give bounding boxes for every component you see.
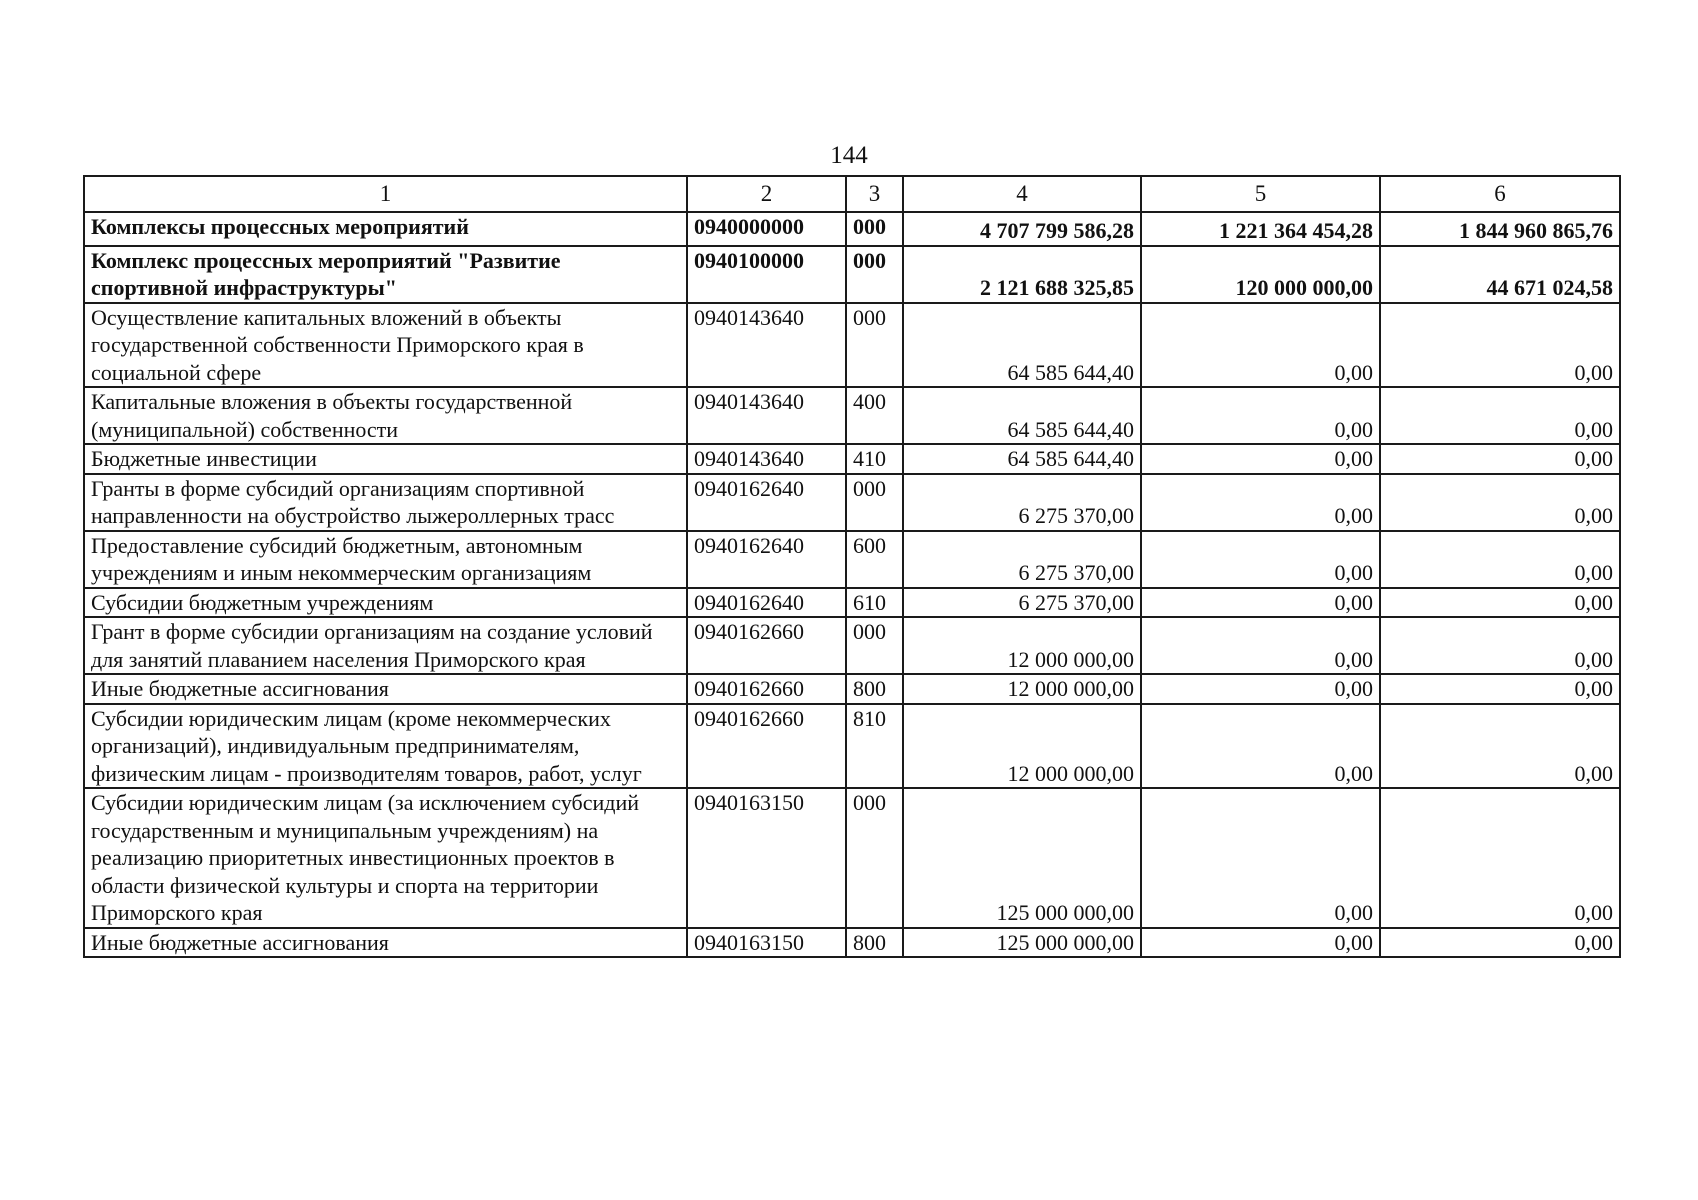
row-amount-col5-cell: 0,00 — [1141, 387, 1380, 444]
column-header-6: 6 — [1380, 176, 1620, 212]
row-amount-col6-cell: 0,00 — [1380, 617, 1620, 674]
row-amount-col5-cell: 0,00 — [1141, 303, 1380, 388]
row-code-cell: 0940162660 — [687, 704, 846, 789]
row-amount-col4-cell: 64 585 644,40 — [903, 444, 1141, 474]
row-amount-col5-cell: 120 000 000,00 — [1141, 246, 1380, 303]
row-expense-type-cell: 410 — [846, 444, 903, 474]
row-amount-col6-cell: 0,00 — [1380, 928, 1620, 958]
column-header-2: 2 — [687, 176, 846, 212]
table-row — [84, 444, 1620, 474]
row-code-cell: 0940163150 — [687, 788, 846, 928]
row-amount-col6-cell: 1 844 960 865,76 — [1380, 212, 1620, 246]
row-expense-type-cell: 000 — [846, 788, 903, 928]
row-name-cell: Субсидии юридическим лицам (за исключением субсидий государственным и муниципальным учреждениям) на реализацию приоритетных инвестиционных проектов в области физической культуры и спорта на территории Приморского края — [84, 788, 687, 928]
row-amount-col5-cell: 0,00 — [1141, 444, 1380, 474]
row-code-cell: 0940100000 — [687, 246, 846, 303]
row-amount-col4-cell: 6 275 370,00 — [903, 588, 1141, 618]
row-expense-type-cell: 000 — [846, 474, 903, 531]
row-code-cell: 0940162660 — [687, 617, 846, 674]
row-amount-col6-cell: 0,00 — [1380, 704, 1620, 789]
row-amount-col5-cell: 0,00 — [1141, 674, 1380, 704]
row-amount-col6-cell: 0,00 — [1380, 303, 1620, 388]
row-amount-col4-cell: 64 585 644,40 — [903, 387, 1141, 444]
row-amount-col6-cell: 0,00 — [1380, 531, 1620, 588]
row-expense-type-cell: 000 — [846, 303, 903, 388]
column-header-5: 5 — [1141, 176, 1380, 212]
column-header-1: 1 — [84, 176, 687, 212]
row-amount-col4-cell: 12 000 000,00 — [903, 674, 1141, 704]
row-name-cell: Грант в форме субсидии организациям на создание условий для занятий плаванием населения Приморского края — [84, 617, 687, 674]
row-amount-col6-cell: 44 671 024,58 — [1380, 246, 1620, 303]
row-expense-type-cell: 400 — [846, 387, 903, 444]
row-name-cell: Иные бюджетные ассигнования — [84, 928, 687, 958]
row-expense-type-cell: 000 — [846, 617, 903, 674]
row-amount-col4-cell: 12 000 000,00 — [903, 617, 1141, 674]
row-name-cell: Капитальные вложения в объекты государственной (муниципальной) собственности — [84, 387, 687, 444]
row-amount-col5-cell: 0,00 — [1141, 617, 1380, 674]
row-code-cell: 0940143640 — [687, 387, 846, 444]
row-amount-col6-cell: 0,00 — [1380, 444, 1620, 474]
row-expense-type-cell: 810 — [846, 704, 903, 789]
row-code-cell: 0940162660 — [687, 674, 846, 704]
table-row — [84, 303, 1620, 388]
row-amount-col4-cell: 6 275 370,00 — [903, 531, 1141, 588]
table-row — [84, 674, 1620, 704]
row-amount-col6-cell: 0,00 — [1380, 474, 1620, 531]
row-expense-type-cell: 000 — [846, 212, 903, 246]
row-code-cell: 0940162640 — [687, 588, 846, 618]
table-row — [84, 387, 1620, 444]
column-header-row — [84, 176, 1620, 212]
row-amount-col6-cell: 0,00 — [1380, 788, 1620, 928]
row-name-cell: Бюджетные инвестиции — [84, 444, 687, 474]
row-name-cell: Гранты в форме субсидий организациям спортивной направленности на обустройство лыжероллерных трасс — [84, 474, 687, 531]
page-number: 144 — [830, 142, 868, 169]
row-name-cell: Субсидии бюджетным учреждениям — [84, 588, 687, 618]
column-header-3: 3 — [846, 176, 903, 212]
row-code-cell: 0940143640 — [687, 444, 846, 474]
row-amount-col4-cell: 4 707 799 586,28 — [903, 212, 1141, 246]
row-amount-col4-cell: 64 585 644,40 — [903, 303, 1141, 388]
row-amount-col6-cell: 0,00 — [1380, 674, 1620, 704]
row-name-cell: Осуществление капитальных вложений в объекты государственной собственности Приморского края в социальной сфере — [84, 303, 687, 388]
row-name-cell: Предоставление субсидий бюджетным, автономным учреждениям и иным некоммерческим организациям — [84, 531, 687, 588]
row-code-cell: 0940000000 — [687, 212, 846, 246]
row-amount-col6-cell: 0,00 — [1380, 387, 1620, 444]
row-amount-col5-cell: 0,00 — [1141, 928, 1380, 958]
row-code-cell: 0940162640 — [687, 531, 846, 588]
row-amount-col6-cell: 0,00 — [1380, 588, 1620, 618]
row-amount-col5-cell: 0,00 — [1141, 531, 1380, 588]
row-amount-col4-cell: 2 121 688 325,85 — [903, 246, 1141, 303]
table-row — [84, 588, 1620, 618]
row-expense-type-cell: 000 — [846, 246, 903, 303]
column-header-4: 4 — [903, 176, 1141, 212]
row-name-cell: Иные бюджетные ассигнования — [84, 674, 687, 704]
row-expense-type-cell: 800 — [846, 928, 903, 958]
row-amount-col4-cell: 12 000 000,00 — [903, 704, 1141, 789]
table-row — [84, 788, 1620, 928]
row-amount-col4-cell: 6 275 370,00 — [903, 474, 1141, 531]
row-expense-type-cell: 800 — [846, 674, 903, 704]
table-row — [84, 617, 1620, 674]
row-amount-col5-cell: 0,00 — [1141, 474, 1380, 531]
table-row — [84, 531, 1620, 588]
table-row — [84, 928, 1620, 958]
row-name-cell: Комплекс процессных мероприятий "Развитие спортивной инфраструктуры" — [84, 246, 687, 303]
budget-table — [83, 175, 1621, 958]
row-expense-type-cell: 600 — [846, 531, 903, 588]
row-name-cell: Комплексы процессных мероприятий — [84, 212, 687, 246]
row-name-cell: Субсидии юридическим лицам (кроме некоммерческих организаций), индивидуальным предпринимателям, физическим лицам - производителям товаров, работ, услуг — [84, 704, 687, 789]
row-amount-col5-cell: 0,00 — [1141, 788, 1380, 928]
row-expense-type-cell: 610 — [846, 588, 903, 618]
table-row — [84, 212, 1620, 246]
row-amount-col4-cell: 125 000 000,00 — [903, 928, 1141, 958]
row-amount-col5-cell: 0,00 — [1141, 704, 1380, 789]
row-code-cell: 0940163150 — [687, 928, 846, 958]
row-code-cell: 0940162640 — [687, 474, 846, 531]
row-amount-col4-cell: 125 000 000,00 — [903, 788, 1141, 928]
row-amount-col5-cell: 1 221 364 454,28 — [1141, 212, 1380, 246]
table-row — [84, 246, 1620, 303]
table-row — [84, 474, 1620, 531]
row-code-cell: 0940143640 — [687, 303, 846, 388]
row-amount-col5-cell: 0,00 — [1141, 588, 1380, 618]
table-row — [84, 704, 1620, 789]
